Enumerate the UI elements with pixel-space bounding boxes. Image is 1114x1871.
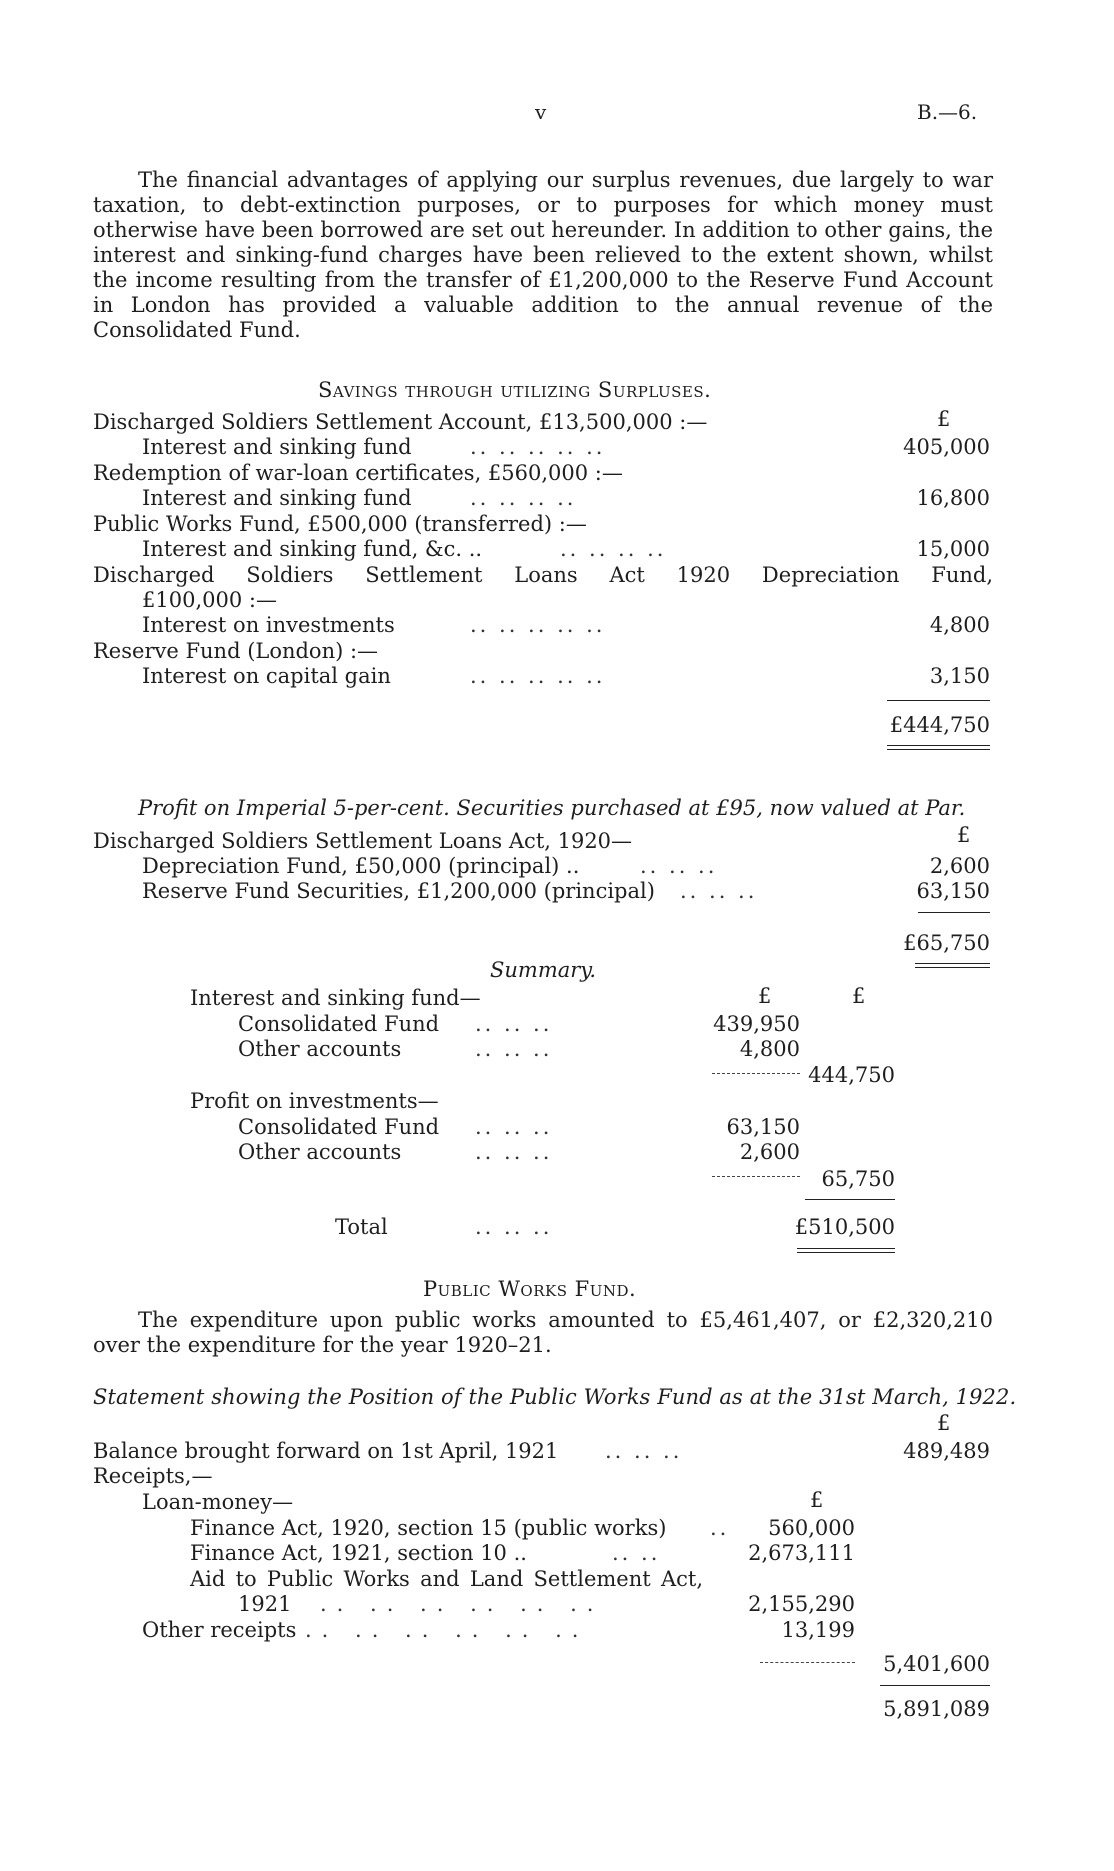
savings-line-3-amount: 15,000 xyxy=(916,537,990,561)
savings-total: £444,750 xyxy=(889,713,990,737)
summary-total: £510,500 xyxy=(794,1215,895,1239)
summary-group1-row1-amount: 439,950 xyxy=(713,1012,800,1036)
summary-total-rule xyxy=(797,1248,895,1253)
pwf-receipts-total: 5,401,600 xyxy=(883,1652,990,1676)
pwf-loan-row2-dots: .. .. xyxy=(612,1541,661,1565)
pwf-other-dots: .. .. .. .. .. .. xyxy=(305,1618,589,1642)
summary-total-dots: .. .. .. xyxy=(475,1215,553,1239)
summary-currency-1: £ xyxy=(758,984,772,1008)
savings-line-2-dots: .. .. .. .. xyxy=(470,486,577,510)
profit-subtotal-rule xyxy=(918,912,990,913)
pwf-currency: £ xyxy=(937,1411,951,1435)
pwf-loan-row2-amount: 2,673,111 xyxy=(748,1541,855,1565)
summary-subtotal-rule xyxy=(805,1199,895,1200)
page-number: v xyxy=(535,100,547,124)
summary-total-label: Total xyxy=(335,1215,388,1239)
summary-group2-row1-label: Consolidated Fund xyxy=(238,1115,440,1139)
savings-currency: £ xyxy=(937,407,951,431)
summary-heading: Summary. xyxy=(490,958,597,982)
profit-group-label: Discharged Soldiers Settlement Loans Act, 1920— xyxy=(93,829,633,853)
savings-subtotal-rule xyxy=(887,700,990,701)
document-reference: B.—6. xyxy=(917,100,978,124)
savings-line-5-dots: .. .. .. .. .. xyxy=(470,664,606,688)
summary-group2-row2-amount: 2,600 xyxy=(739,1140,800,1164)
summary-group2-label: Profit on investments— xyxy=(190,1089,439,1113)
savings-line-4-amount: 4,800 xyxy=(929,613,990,637)
pwf-loan-currency: £ xyxy=(810,1488,824,1512)
profit-line-1-amount: 2,600 xyxy=(929,854,990,878)
savings-line-5-heading: Reserve Fund (London) :— xyxy=(93,639,379,663)
profit-total-rule xyxy=(915,963,990,968)
summary-group1-row1-dots: .. .. .. xyxy=(475,1012,553,1036)
pwf-other-label: Other receipts xyxy=(142,1618,297,1642)
profit-line-1-dots: .. .. .. xyxy=(640,854,718,878)
pwf-loan-row3-amount: 2,155,290 xyxy=(748,1592,855,1616)
pwf-loan-row3-label: Aid to Public Works and Land Settlement Act, xyxy=(190,1567,703,1591)
summary-group1-row2-dots: .. .. .. xyxy=(475,1037,553,1061)
pwf-grand-total: 5,891,089 xyxy=(883,1697,990,1721)
savings-line-3-heading: Public Works Fund, £500,000 (transferred) :— xyxy=(93,512,587,536)
summary-group1-row2-label: Other accounts xyxy=(238,1037,402,1061)
pwf-balance-dots: .. .. .. xyxy=(605,1439,683,1463)
savings-line-2-amount: 16,800 xyxy=(916,486,990,510)
pwf-loan-row3-label-cont: 1921 xyxy=(238,1592,292,1616)
pwf-balance-label: Balance brought forward on 1st April, 1921 xyxy=(93,1439,559,1463)
summary-currency-2: £ xyxy=(852,984,866,1008)
savings-line-5-label: Interest on capital gain xyxy=(142,664,391,688)
summary-group2-row2-label: Other accounts xyxy=(238,1140,402,1164)
pwf-receipts-label: Receipts,— xyxy=(93,1464,213,1488)
summary-group2-row1-amount: 63,150 xyxy=(726,1115,800,1139)
profit-line-2-dots: .. .. .. xyxy=(680,879,758,903)
savings-line-3-dots: .. .. .. .. xyxy=(560,537,667,561)
savings-line-1-dots: .. .. .. .. .. xyxy=(470,435,606,459)
pwf-loan-row1-dots: .. xyxy=(710,1516,730,1540)
savings-line-4-label: Interest on investments xyxy=(142,613,395,637)
pwf-balance-amount: 489,489 xyxy=(903,1439,990,1463)
savings-line-1-label: Interest and sinking fund xyxy=(142,435,412,459)
savings-line-5-amount: 3,150 xyxy=(929,664,990,688)
summary-group1-row1-label: Consolidated Fund xyxy=(238,1012,440,1036)
profit-line-2-amount: 63,150 xyxy=(916,879,990,903)
pwf-loan-rule xyxy=(760,1662,855,1663)
pwf-other-amount: 13,199 xyxy=(781,1618,855,1642)
summary-group2-row1-dots: .. .. .. xyxy=(475,1115,553,1139)
savings-line-3-label: Interest and sinking fund, &c. .. xyxy=(142,537,483,561)
intro-paragraph: The financial advantages of applying our surplus revenues, due largely to war taxation, to debt-extinction purposes, or to purposes for which money must otherwise have been borrowed are set out hereunder. In addition to other gains, the interest and sinking-fund charges have been relieved to the extent shown, whilst the income resulting from the transfer of £1,200,000 to the Reserve Fund Account in London has provided a valuable addition to the annual revenue of the Consolidated Fund. xyxy=(93,168,993,342)
pwf-loan-row3-dots: .. .. .. .. .. .. xyxy=(320,1592,604,1616)
pwf-paragraph: The expenditure upon public works amounted to £5,461,407, or £2,320,210 over the expenditure for the year 1920–21. xyxy=(93,1308,993,1357)
pwf-statement-heading: Statement showing the Position of the Public Works Fund as at the 31st March, 1922. xyxy=(93,1385,1017,1409)
savings-total-rule xyxy=(887,745,990,750)
summary-group1-row2-amount: 4,800 xyxy=(739,1037,800,1061)
pwf-loan-label: Loan-money— xyxy=(142,1490,294,1514)
savings-line-2-label: Interest and sinking fund xyxy=(142,486,412,510)
savings-line-4-heading-cont: £100,000 :— xyxy=(142,588,277,612)
savings-line-2-heading: Redemption of war-loan certificates, £560,000 :— xyxy=(93,461,623,485)
pwf-heading: Public Works Fund. xyxy=(423,1277,637,1301)
pwf-loan-row1-amount: 560,000 xyxy=(768,1516,855,1540)
savings-line-4-dots: .. .. .. .. .. xyxy=(470,613,606,637)
summary-group2-subtotal: 65,750 xyxy=(821,1167,895,1191)
savings-heading: Savings through utilizing Surpluses. xyxy=(318,378,712,402)
profit-line-1-label: Depreciation Fund, £50,000 (principal) .. xyxy=(142,854,580,878)
pwf-grand-rule xyxy=(880,1685,990,1686)
profit-line-2-label: Reserve Fund Securities, £1,200,000 (principal) xyxy=(142,879,655,903)
summary-group1-label: Interest and sinking fund— xyxy=(190,986,481,1010)
profit-total: £65,750 xyxy=(903,931,990,955)
pwf-loan-row2-label: Finance Act, 1921, section 10 .. xyxy=(190,1541,527,1565)
savings-line-4-heading: Discharged Soldiers Settlement Loans Act 1920 Depreciation Fund, xyxy=(93,563,993,587)
savings-line-1-amount: 405,000 xyxy=(903,435,990,459)
summary-group1-subtotal: 444,750 xyxy=(808,1063,895,1087)
summary-group2-row2-dots: .. .. .. xyxy=(475,1140,553,1164)
savings-line-1-heading: Discharged Soldiers Settlement Account, £13,500,000 :— xyxy=(93,410,708,434)
profit-currency: £ xyxy=(957,823,971,847)
profit-heading: Profit on Imperial 5-per-cent. Securities purchased at £95, now valued at Par. xyxy=(138,796,966,820)
pwf-loan-row1-label: Finance Act, 1920, section 15 (public works) xyxy=(190,1516,667,1540)
